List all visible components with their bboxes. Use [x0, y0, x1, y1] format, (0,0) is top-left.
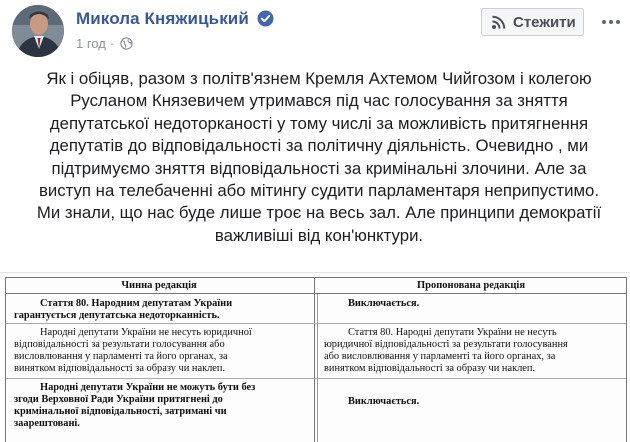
row3-current-line: Народні депутати України не можуть бути без — [40, 382, 256, 393]
row3-current — [14, 382, 312, 430]
column-divider — [314, 278, 315, 442]
post-text-line: підтримуємо зняття відповідальності за кримінальні злочини. Але за — [51, 158, 587, 178]
row1-current-line: Стаття 80. Народним депутатам України — [40, 298, 233, 309]
table-header — [6, 278, 626, 294]
post-text — [16, 68, 622, 247]
verified-badge-icon — [257, 10, 274, 27]
column-header-current: Чинна редакція — [121, 280, 197, 291]
row1-current — [14, 298, 310, 322]
column-header-proposed: Пропонована редакція — [416, 280, 526, 291]
globe-icon — [120, 37, 133, 50]
row2-current-line: винятком відповідальності за образу чи наклеп. — [14, 363, 226, 374]
post-text-line: Русланом Князевичем утримався під час голосування за зняття — [70, 91, 568, 111]
row3-proposed: Виключається. — [348, 396, 420, 407]
column-divider-inner — [317, 294, 318, 442]
row2-current-line: висловлювання у парламенті та його органах, за — [14, 351, 228, 362]
more-options-icon[interactable] — [598, 12, 624, 32]
post-text-line: депутатської недоторканості у тому числі за можливість притягнення — [49, 113, 589, 133]
rss-follow-icon — [491, 15, 506, 30]
row3-current-line: кримінальної відповідальності, затримані чи — [14, 406, 227, 417]
row2-current-line: Народні депутати України не несуть юридичної — [40, 327, 252, 338]
attached-document-image[interactable] — [0, 272, 630, 442]
row2-proposed — [324, 327, 624, 375]
row2-current — [14, 327, 312, 375]
row-divider — [6, 378, 626, 379]
row2-proposed-line: або висловлювання у парламенті та його органах, за — [324, 351, 556, 362]
row1-current-line: гарантується депутатська недоторканність. — [14, 310, 220, 321]
row1-proposed: Виключається. — [348, 298, 420, 309]
row2-proposed-line: винятком відповідальності за образу чи наклеп. — [324, 363, 536, 374]
follow-button-label: Стежити — [513, 13, 576, 31]
row-divider — [6, 323, 626, 324]
post-text-line: важливіші від кон'юнктури. — [214, 225, 424, 245]
row2-proposed-line: юридичної відповідальності за результати голосування — [324, 339, 568, 350]
row2-current-line: відповідальності за результати голосування або — [14, 339, 225, 350]
author-name[interactable]: Микола Княжицький — [76, 9, 249, 28]
post-text-line: Як і обіцяв, разом з політв'язнем Кремля Ахтемом Чийгозом і колегою — [46, 69, 592, 88]
row2-proposed-line: Стаття 80. Народні депутати України не несуть — [348, 327, 557, 338]
follow-button[interactable] — [481, 8, 584, 36]
post-text-line: депутатів до відповідальності за політичну діяльність. Очевидно , ми — [49, 136, 589, 156]
comparison-table — [5, 277, 627, 442]
post-text-line: Ми знали, що нас буде лише троє на весь зал. Але принципи демократії — [36, 203, 602, 223]
post-text-line: виступ на телебаченні або мітингу судити парламентаря неприпустимо. — [38, 181, 599, 201]
author-avatar[interactable] — [12, 5, 64, 57]
meta-separator: · — [109, 36, 115, 51]
row3-current-line: згоди Верховної Ради України притягнені до — [14, 394, 223, 405]
post-meta — [76, 36, 133, 51]
post-time[interactable]: 1 год — [76, 36, 106, 51]
row3-current-line: заарештовані. — [14, 418, 80, 429]
